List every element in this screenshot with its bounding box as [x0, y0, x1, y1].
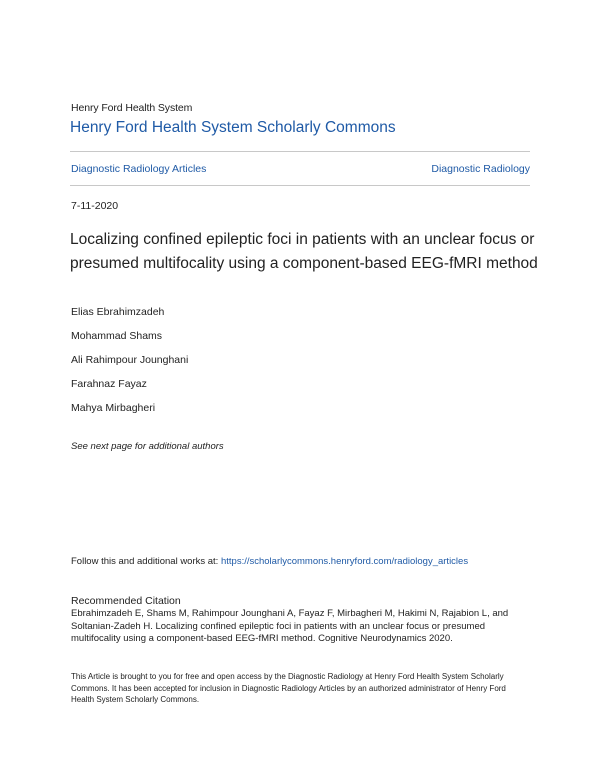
collection-link-department[interactable]: Diagnostic Radiology: [431, 163, 530, 175]
author-item: Farahnaz Fayaz: [71, 378, 147, 390]
citation-heading: Recommended Citation: [71, 595, 181, 607]
author-item: Ali Rahimpour Jounghani: [71, 354, 189, 366]
repository-link[interactable]: Henry Ford Health System Scholarly Commons: [70, 119, 396, 136]
author-item: Mahya Mirbagheri: [71, 402, 156, 414]
publication-date: 7-11-2020: [71, 200, 119, 212]
collection-link-articles[interactable]: Diagnostic Radiology Articles: [71, 163, 207, 175]
access-notice: This Article is brought to you for free and open access by the Diagnostic Radiology at Henry Ford Health System Scholarly Commons. It has been accepted for inclusion in Diagnostic Radiology Articles by an authorized administrator of Henry Ford Health System Scholarly Commons.: [71, 672, 506, 704]
divider-bottom: [70, 185, 530, 186]
follow-line: [71, 556, 468, 567]
author-item: Mohammad Shams: [71, 330, 163, 342]
author-item: Elias Ebrahimzadeh: [71, 306, 165, 318]
author-list: [71, 306, 188, 426]
follow-url-link[interactable]: https://scholarlycommons.henryford.com/radiology_articles: [220, 556, 469, 567]
additional-authors-link[interactable]: See next page for additional authors: [71, 441, 224, 452]
institution-name: Henry Ford Health System: [71, 102, 193, 114]
follow-prefix: Follow this and additional works at:: [71, 556, 221, 567]
divider-top: [70, 151, 530, 152]
article-title: Localizing confined epileptic foci in patients with an unclear focus or presumed multifocality using a component-based EEG-fMRI method: [70, 231, 538, 272]
citation-text: Ebrahimzadeh E, Shams M, Rahimpour Jounghani A, Fayaz F, Mirbagheri M, Hakimi N, Rajabion L, and Soltanian-Zadeh H. Localizing confined epileptic foci in patients with an unclear focus or presumed multifocality using a component-based EEG-fMRI method. Cognitive Neurodynamics 2020.: [71, 608, 509, 644]
